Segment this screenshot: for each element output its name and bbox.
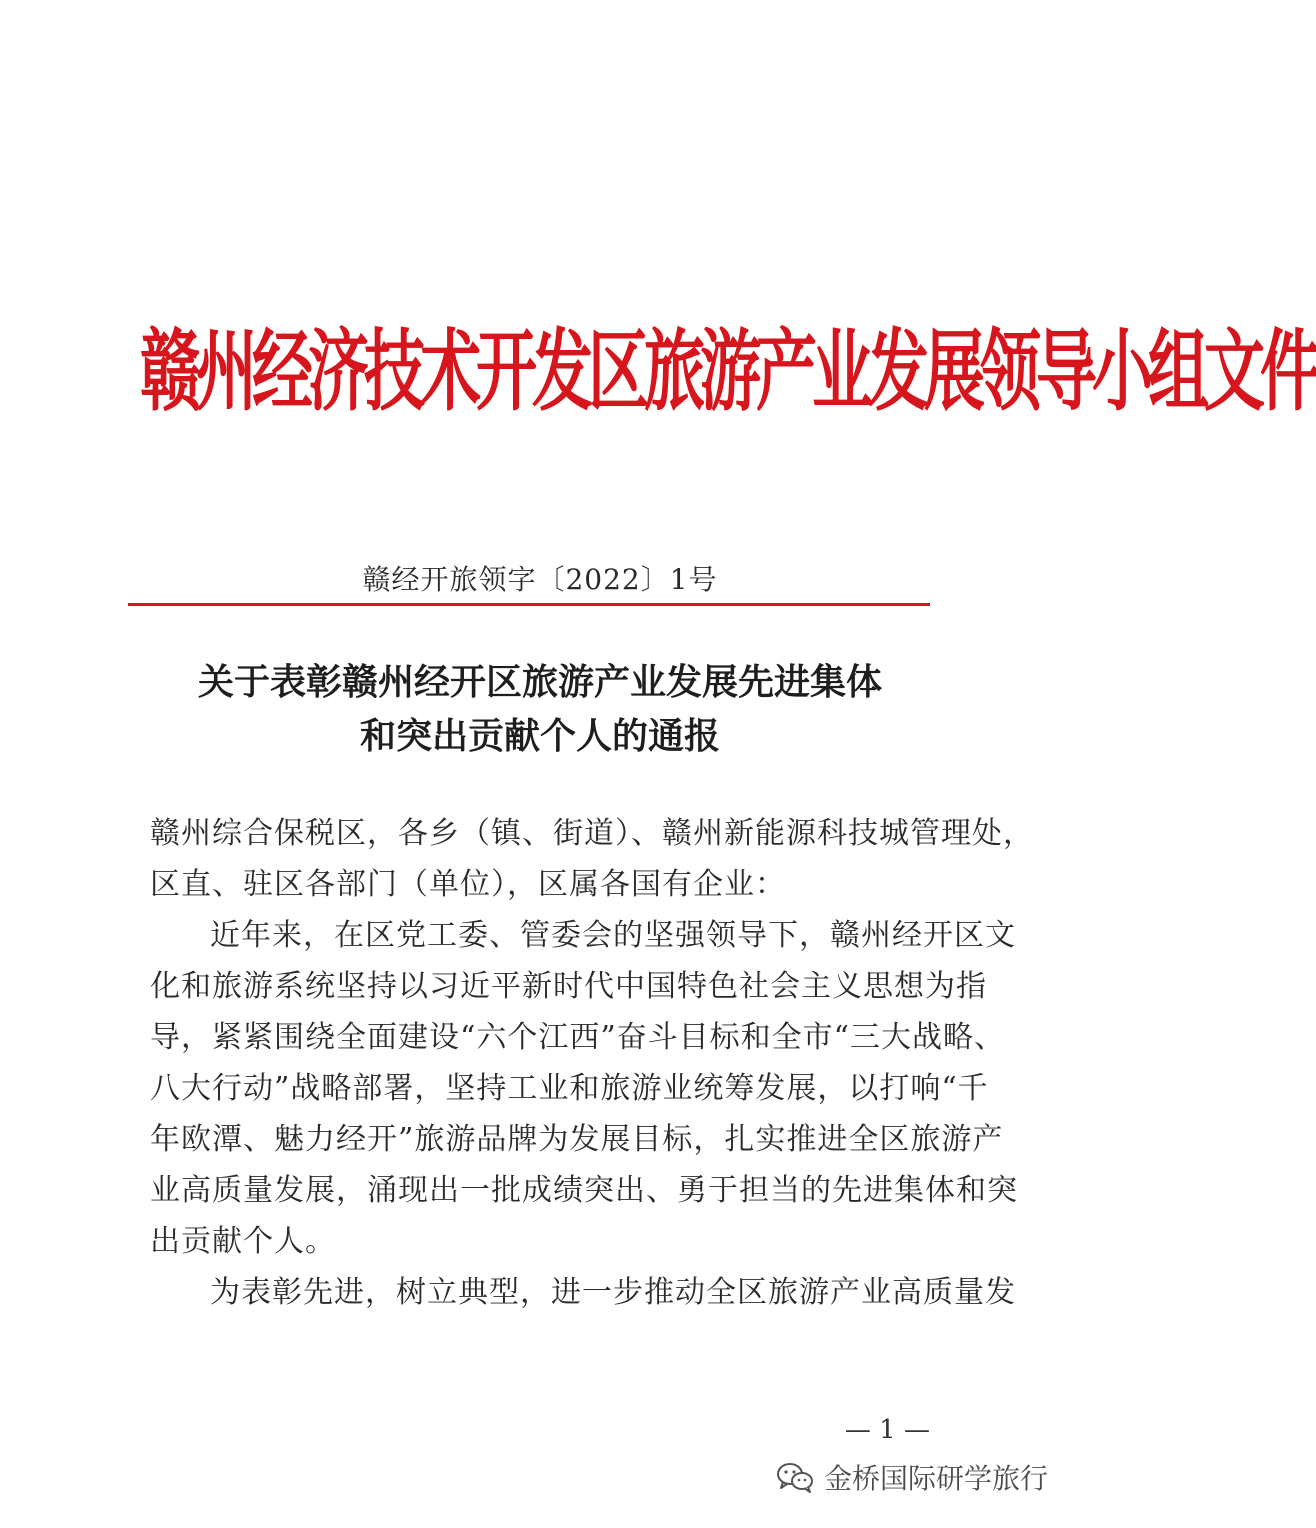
page-number: — 1 —: [844, 1415, 930, 1445]
masthead-title: 赣州经济技术开发区旅游产业发展领导小组文件: [140, 320, 1316, 424]
body-text: [150, 808, 1034, 1318]
notice-title-line-2: 和突出贡献个人的通报: [359, 715, 720, 757]
red-divider-line: [128, 603, 930, 606]
body-line: 出贡献个人。: [150, 1224, 336, 1259]
body-line: 近年来，在区党工委、管委会的坚强领导下，赣州经开区文: [210, 918, 1016, 953]
body-line: 年欧潭、魅力经开”旅游品牌为发展目标，扎实推进全区旅游产: [150, 1122, 1004, 1157]
wechat-icon: [776, 1461, 814, 1493]
body-line: 赣州综合保税区，各乡（镇、街道）、赣州新能源科技城管理处，: [150, 816, 1034, 851]
notice-title-line-1: 关于表彰赣州经开区旅游产业发展先进集体: [197, 661, 882, 703]
document-number: 赣经开旅领字〔2022〕1号: [362, 563, 718, 596]
body-line: 业高质量发展，涌现出一批成绩突出、勇于担当的先进集体和突: [150, 1173, 1018, 1208]
notice-title: [0, 655, 1080, 763]
body-line: 区直、驻区各部门（单位），区属各国有企业：: [150, 867, 786, 902]
body-line: 八大行动”战略部署，坚持工业和旅游业统筹发展，以打响“千: [150, 1071, 989, 1106]
body-line: 化和旅游系统坚持以习近平新时代中国特色社会主义思想为指: [150, 969, 987, 1004]
wechat-watermark: [776, 1457, 1048, 1497]
watermark-text: 金桥国际研学旅行: [823, 1462, 1048, 1495]
body-line: 导，紧紧围绕全面建设“六个江西”奋斗目标和全市“三大战略、: [150, 1020, 1006, 1055]
body-line: 为表彰先进，树立典型，进一步推动全区旅游产业高质量发: [210, 1275, 1016, 1310]
